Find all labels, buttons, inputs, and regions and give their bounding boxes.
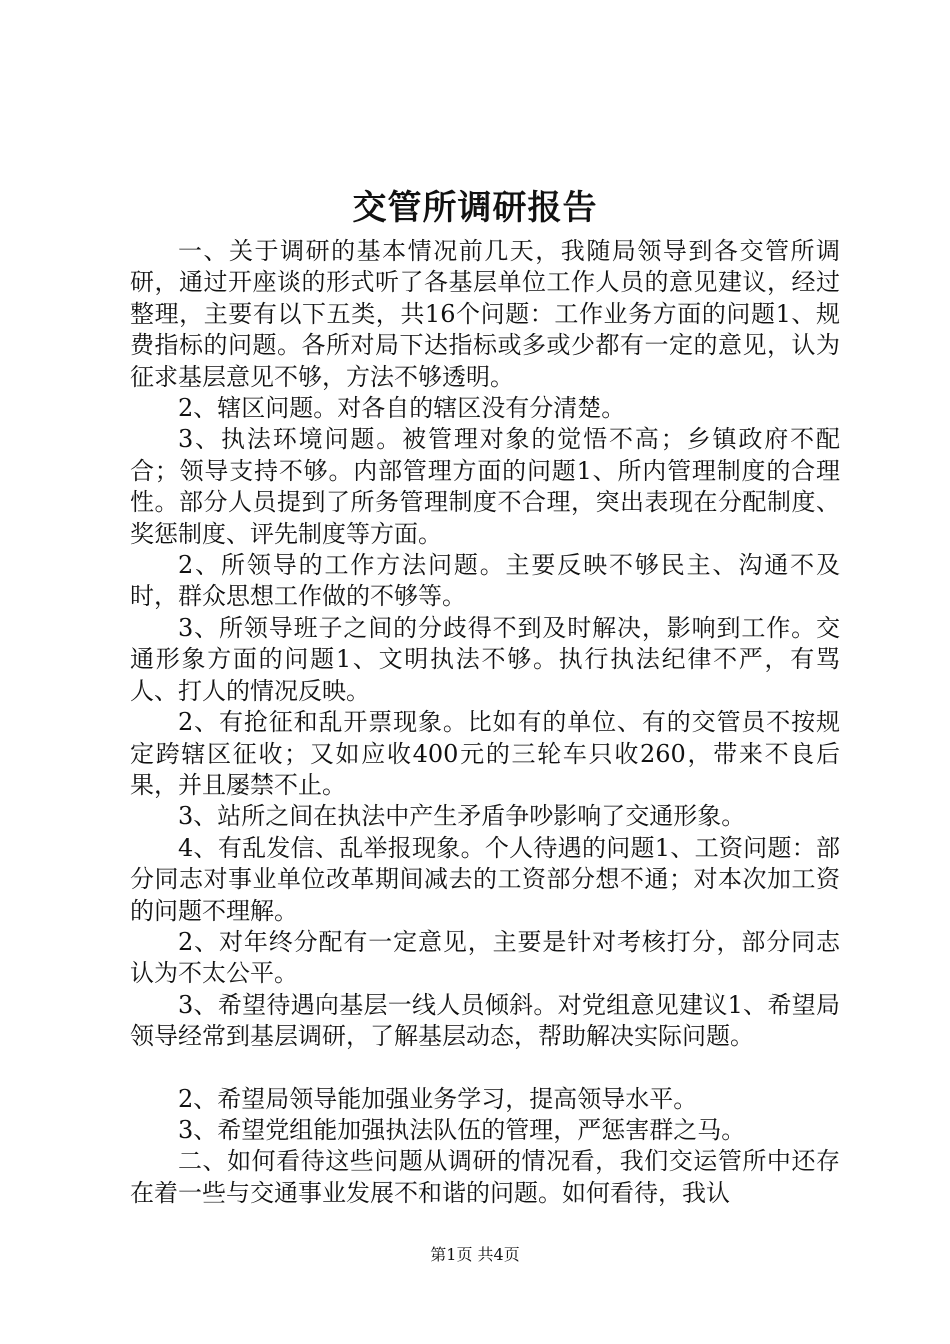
- document-title: 交管所调研报告: [352, 188, 598, 228]
- paragraph: 2、对年终分配有一定意见，主要是针对考核打分，部分同志认为不太公平。: [130, 927, 840, 988]
- paragraph: 2、所领导的工作方法问题。主要反映不够民主、沟通不及时，群众思想工作做的不够等。: [130, 551, 840, 611]
- paragraph: 2、辖区问题。对各自的辖区没有分清楚。: [178, 394, 626, 423]
- paragraph: 4、有乱发信、乱举报现象。个人待遇的问题1、工资问题：部分同志对事业单位改革期间减去的工资部分想不通；对本次加工资的问题不理解。: [130, 833, 840, 925]
- paragraph: 2、希望局领导能加强业务学习，提高领导水平。: [178, 1084, 698, 1113]
- paragraph: 3、所领导班子之间的分歧得不到及时解决，影响到工作。交通形象方面的问题1、文明执法不够。执行执法纪律不严，有骂人、打人的情况反映。: [130, 613, 840, 705]
- paragraph: 3、希望待遇向基层一线人员倾斜。对党组意见建议1、希望局领导经常到基层调研，了解基层动态，帮助解决实际问题。: [130, 990, 840, 1051]
- paragraph: 一、关于调研的基本情况前几天，我随局领导到各交管所调研，通过开座谈的形式听了各基层单位工作人员的意见建议，经过整理，主要有以下五类，共16个问题：工作业务方面的问题1、规费指标的问题。各所对局下达指标或多或少都有一定的意见，认为征求基层意见不够，方法不够透明。: [130, 237, 840, 391]
- document-body: [130, 236, 840, 1209]
- paragraph: 二、如何看待这些问题从调研的情况看，我们交运管所中还存在着一些与交通事业发展不和谐的问题。如何看待，我认: [130, 1147, 840, 1207]
- paragraph: 3、站所之间在执法中产生矛盾争吵影响了交通形象。: [178, 802, 746, 831]
- paragraph: 3、执法环境问题。被管理对象的觉悟不高；乡镇政府不配合；领导支持不够。内部管理方面的问题1、所内管理制度的合理性。部分人员提到了所务管理制度不合理，突出表现在分配制度、奖惩制度、评先制度等方面。: [130, 425, 840, 548]
- page-number-footer: 第1页 共4页: [430, 1245, 520, 1264]
- paragraph: 3、希望党组能加强执法队伍的管理，严惩害群之马。: [178, 1115, 746, 1144]
- paragraph: 2、有抢征和乱开票现象。比如有的单位、有的交管员不按规定跨辖区征收；又如应收400元的三轮车只收260，带来不良后果，并且屡禁不止。: [130, 708, 840, 799]
